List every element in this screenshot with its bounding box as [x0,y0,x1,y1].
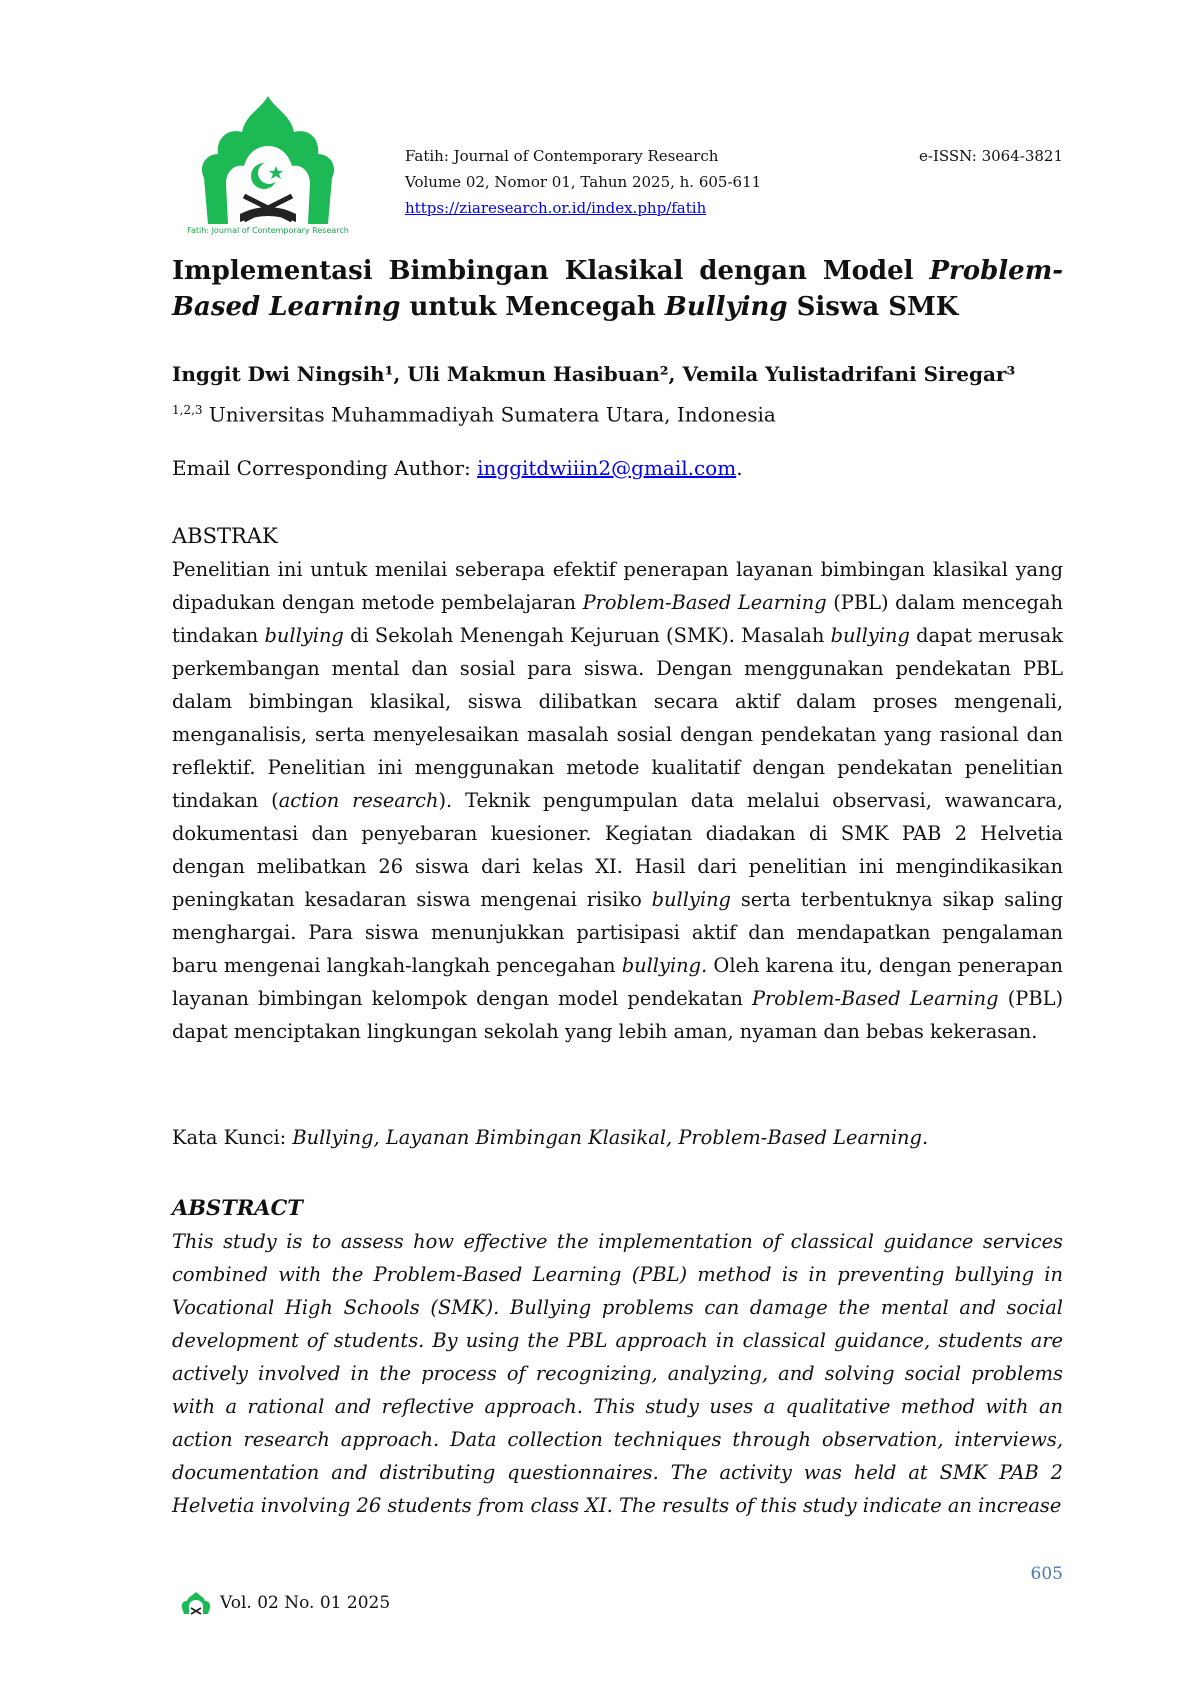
footer [178,1590,390,1616]
logo-caption: Fatih: Journal of Contemporary Research [187,226,349,235]
footer-logo-icon [178,1590,214,1616]
issn: e-ISSN: 3064-3821 [919,147,1063,165]
abstract-heading: ABSTRACT [172,1195,303,1220]
journal-url[interactable] [405,196,1063,220]
footer-volume: Vol. 02 No. 01 2025 [220,1593,391,1613]
abstrak-heading: ABSTRAK [172,524,278,548]
paper-title: Implementasi Bimbingan Klasikal dengan Model Problem-Based Learning untuk Mencegah Bullying Siswa SMK [172,256,1063,322]
page-number: 605 [1030,1564,1063,1584]
abstrak-body: Penelitian ini untuk menilai seberapa efektif penerapan layanan bimbingan klasikal yang dipadukan dengan metode pembelajaran Problem-Based Learning (PBL) dalam mencegah tindakan bullying di Sekolah Menengah Kejuruan (SMK). Masalah bullying dapat merusak perkembangan mental dan sosial para siswa. Dengan menggunakan pendekatan PBL dalam bimbingan klasikal, siswa dilibatkan secara aktif dalam proses mengenali, menganalisis, serta menyelesaikan masalah sosial dengan pendekatan yang rasional dan reflektif. Penelitian ini menggunakan metode kualitatif dengan pendekatan penelitian tindakan (action research). Teknik pengumpulan data melalui observasi, wawancara, dokumentasi dan penyebaran kuesioner. Kegiatan diadakan di SMK PAB 2 Helvetia dengan melibatkan 26 siswa dari kelas XI. Hasil dari penelitian ini mengindikasikan peningkatan kesadaran siswa mengenai risiko bullying serta terbentuknya sikap saling menghargai. Para siswa menunjukkan partisipasi aktif dan mendapatkan pengalaman baru mengenai langkah-langkah pencegahan bullying. Oleh karena itu, dengan penerapan layanan bimbingan kelompok dengan model pendekatan Problem-Based Learning (PBL) dapat menciptakan lingkungan sekolah yang lebih aman, nyaman dan bebas kekerasan. [172,558,1064,1043]
affiliation: $^{1,2,3}$ Universitas Muhammadiyah Sumatera Utara, Indonesia [172,402,776,427]
abstract-body: This study is to assess how effective the implementation of classical guidance services combined with the Problem-Based Learning (PBL) method is in preventing bullying in Vocational High Schools (SMK). Bullying problems can damage the mental and social development of students. By using the PBL approach in classical guidance, students are actively involved in the process of recognizing, analyzing, and solving social problems with a rational and reflective approach. This study uses a qualitative method with an action research approach. Data collection techniques through observation, interviews, documentation and distributing questionnaires. The activity was held at SMK PAB 2 Helvetia involving 26 students from class XI. The results of this study indicate an increase [172,1230,1063,1517]
journal-name: Fatih: Journal of Contemporary Research [405,147,719,165]
corresponding-email: Email Corresponding Author: inggitdwiiin2@gmail.com. [172,456,743,480]
volume-line: Volume 02, Nomor 01, Tahun 2025, h. 605-611 [405,173,762,191]
email-link[interactable]: inggitdwiiin2@gmail.com [477,456,737,480]
journal-logo-icon [168,92,368,242]
authors: Inggit Dwi Ningsih¹, Uli Makmun Hasibuan², Vemila Yulistadrifani Siregar³ [172,362,1016,386]
journal-url-link[interactable]: https://ziaresearch.or.id/index.php/fatih [405,199,707,217]
keywords: Kata Kunci: Bullying, Layanan Bimbingan Klasikal, Problem-Based Learning. [172,1126,929,1149]
